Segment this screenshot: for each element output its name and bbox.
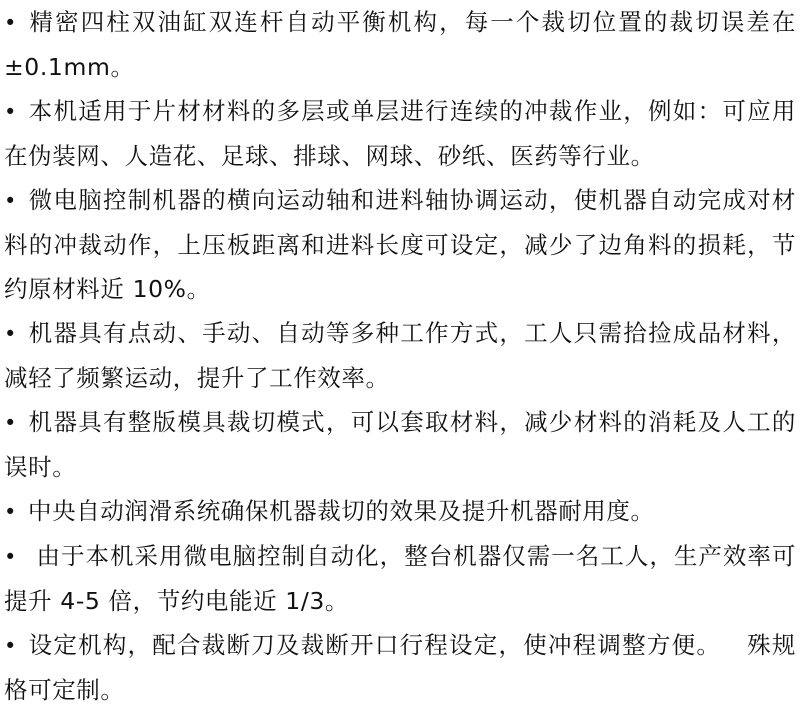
feature-item-full-plate-cutting bbox=[4, 400, 796, 489]
feature-item-precision bbox=[4, 0, 796, 89]
bullet-icon: • bbox=[4, 189, 17, 213]
feature-text: 精密四柱双油缸双连杆自动平衡机构，每一个裁切位置的裁切误差在±0.1mm。 bbox=[4, 8, 796, 81]
bullet-icon: • bbox=[4, 11, 17, 35]
bullet-icon: • bbox=[4, 634, 17, 658]
feature-text: 设定机构，配合裁断刀及裁断开口行程设定，使冲程调整方便。 殊规格可定制。 bbox=[4, 631, 796, 704]
bullet-icon: • bbox=[4, 322, 17, 346]
feature-text: 由于本机采用微电脑控制自动化，整台机器仅需一名工人，生产效率可提升 4-5 倍，节约电能近 1/3。 bbox=[4, 542, 796, 615]
feature-item-efficiency bbox=[4, 534, 796, 623]
feature-item-stroke-setting bbox=[4, 623, 796, 712]
bullet-icon: • bbox=[4, 545, 17, 569]
feature-text: 机器具有点动、手动、自动等多种工作方式，工人只需拾捡成品材料，减轻了频繁运动，提升了工作效率。 bbox=[4, 319, 796, 392]
feature-text: 本机适用于片材材料的多层或单层进行连续的冲裁作业，例如：可应用在伪装网、人造花、足球、排球、网球、砂纸、医药等行业。 bbox=[4, 97, 796, 170]
bullet-icon: • bbox=[4, 100, 17, 124]
feature-text: 微电脑控制机器的横向运动轴和进料轴协调运动，使机器自动完成对材料的冲裁动作，上压板距离和进料长度可设定，减少了边角料的损耗，节约原材料近 10%。 bbox=[4, 186, 796, 303]
feature-item-applications bbox=[4, 89, 796, 178]
bullet-icon: • bbox=[4, 500, 17, 524]
feature-list bbox=[4, 0, 796, 712]
bullet-icon: • bbox=[4, 411, 17, 435]
feature-text: 中央自动润滑系统确保机器裁切的效果及提升机器耐用度。 bbox=[28, 497, 655, 525]
feature-text: 机器具有整版模具裁切模式，可以套取材料，减少材料的消耗及人工的误时。 bbox=[4, 408, 796, 481]
feature-item-lubrication bbox=[4, 489, 796, 534]
feature-item-microcomputer-control bbox=[4, 178, 796, 311]
feature-item-work-modes bbox=[4, 311, 796, 400]
